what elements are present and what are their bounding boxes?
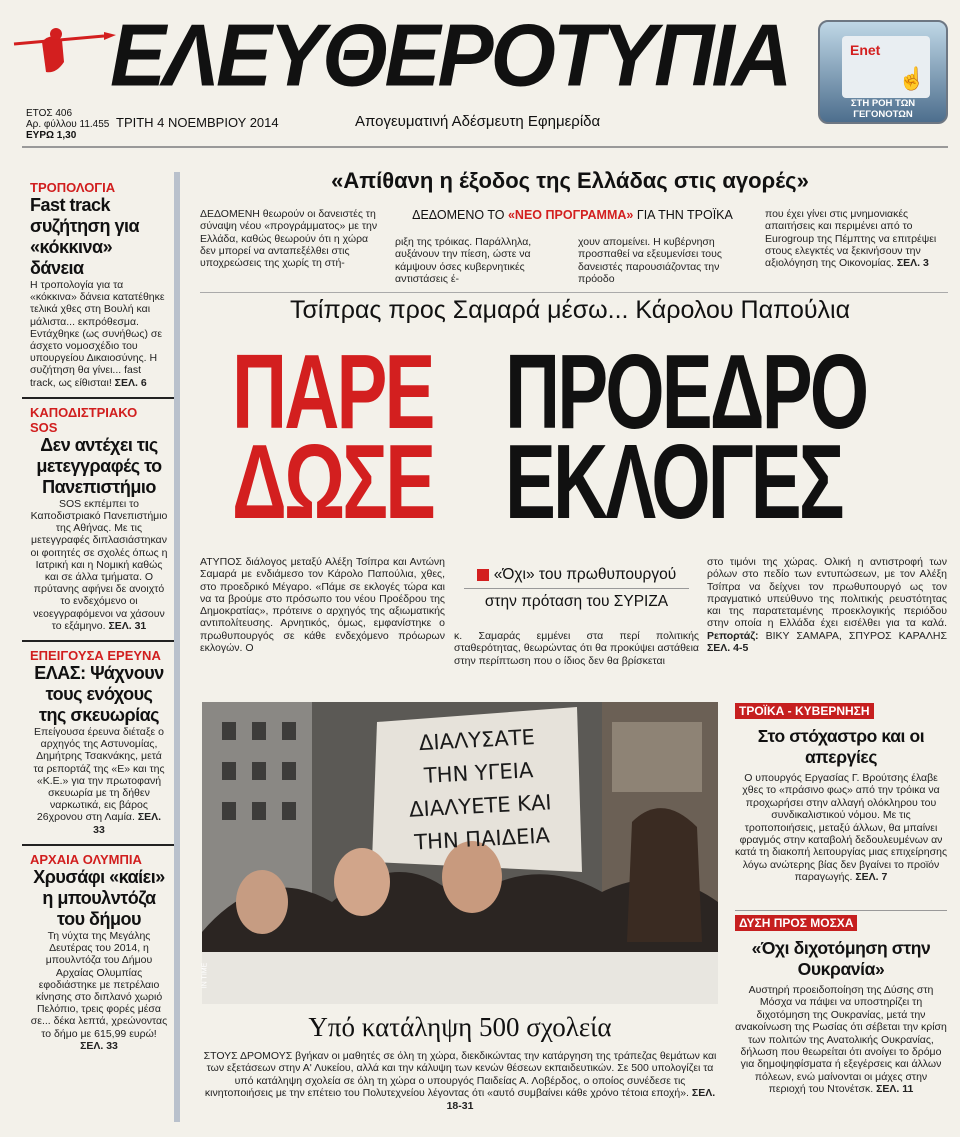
enet-label: Enet xyxy=(850,42,881,58)
spear-figure-icon xyxy=(12,22,122,82)
sidebar-headline: Δεν αντέχει τις μετεγγραφές το Πανεπιστήμιο xyxy=(36,434,162,497)
sidebar-kicker: ΕΠΕΙΓΟΥΣΑ ΕΡΕΥΝΑ xyxy=(30,648,161,664)
page-ref: ΣΕΛ. 7 xyxy=(855,871,888,884)
enet-caption: ΣΤΗ ΡΟΗ ΤΩΝ ΓΕΓΟΝΟΤΩΝ xyxy=(850,98,916,120)
masthead-price: ΕΥΡΩ 1,30 xyxy=(26,130,77,141)
masthead-logo-figure xyxy=(12,22,122,82)
protest-banner: ΔΙΑΛΥΣΑΤΕ ΤΗΝ ΥΓΕΙΑ ΔΙΑΛΥΕΤΕ ΚΑΙ ΤΗΝ ΠΑΙΔΕΙΑ xyxy=(408,725,553,855)
divider xyxy=(735,910,947,911)
lead-subhead-1: «Όχι» του πρωθυπουργού xyxy=(493,566,677,583)
lead-body-1: ΑΤΥΠΟΣ διάλογος μεταξύ Αλέξη Τσίπρα και Αντώνη Σαμαρά με ενδιάμεσο τον Κάρολο Παπούλια, χθες, στο προεδρικό Μέγαρο. «Πάμε σε εκλογές τώρα και να τα βρούμε στο πρόσωπο του νέου Προέδρου της Δημοκρατίας», πρότεινε ο αρχηγός της αξιωματικής αντιπολίτευσης. Αρνητικός, όμως, εμφανίστηκε ο πρωθυπουργός σε κάθε ενδεχόμενο πρόωρων εκλογών. Ο xyxy=(200,556,445,655)
divider xyxy=(22,640,174,642)
masthead-date: ΤΡΙΤΗ 4 ΝΟΕΜΒΡΙΟΥ 2014 xyxy=(116,115,279,130)
sidebar-story-3[interactable] xyxy=(22,646,174,840)
masthead-rule xyxy=(22,146,948,148)
divider xyxy=(22,844,174,846)
top-story-col3: χουν απομείνει. Η κυβέρνηση προσπαθεί να εξευμενίσει τους δανειστές παρουσιάζοντας την πρόοδο xyxy=(578,236,722,285)
right-story-2[interactable] xyxy=(735,914,947,1096)
sidebar-body: Τη νύχτα της Μεγάλης Δευτέρας του 2014, η μπουλντόζα του Δήμου Αρχαίας Ολυμπίας εφοδιάστηκε με πετρέλαιο κίνησης στο διπλανό χωριό Πελόπιο, τρεις φορές μέσα σε... δέκα λεπτά, χρεώνοντας το δήμο με 615,99 ευρώ! ΣΕΛ. 33 xyxy=(30,929,168,1052)
masthead-issue: Αρ. φύλλου 11.455 xyxy=(26,119,110,130)
sidebar-headline: Χρυσάφι «καίει» η μπουλντόζα του δήμου xyxy=(33,866,165,929)
lead-kicker: Τσίπρας προς Σαμαρά μέσω... Κάρολου Παπούλια xyxy=(289,296,851,324)
sidebar xyxy=(22,172,180,1122)
right-body: Αυστηρή προειδοποίηση της Δύσης στη Μόσχα να πάψει να υποστηρίζει τη διχοτόμηση της Ουκρανίας, μετά την ανακοίνωση της Ρωσίας ότι σέβεται την κρίση των πολιτών της Ανατολικής Ουκρανίας, δήλωση που θεωρείται ότι ανοίγει το δρόμο για δημοψηφίσματα ή εξεγέρσεις και άλλων πόλεων, ενώ μαίνονται οι μάχες στην περιοχή του Ντονέτσκ. ΣΕΛ. 11 xyxy=(735,984,947,1096)
top-story-col1: ΔΕΔΟΜΕΝΗ θεωρούν οι δανειστές τη σύναψη νέου «προγράμματος» με την Ελλάδα, καθώς θεωρούν ότι η χώρα δεν μπορεί να ανταπεξέλθει στις υποχρεώσεις της χωρίς τη στή- xyxy=(200,208,378,270)
lead-headline-red-1[interactable]: ΠΑΡΕ xyxy=(232,333,433,451)
page-ref: ΣΕΛ. 18-31 xyxy=(446,1087,716,1112)
enet-promo[interactable] xyxy=(818,20,948,124)
sidebar-body: Επείγουσα έρευνα διέταξε ο αρχηγός της Αστυνομίας, Δημήτρης Τσακνάκης, μετά τα ρεπορτάζ της «Ε» και της «Κ.Ε.» για την πρωτοφανή σκευωρία με τη δήθεν ναρκωτικά, εις βάρος 26χρονου στη Λαμία. ΣΕΛ. 33 xyxy=(33,726,165,836)
sidebar-story-1[interactable] xyxy=(22,172,174,393)
sidebar-body: SOS εκπέμπει το Καποδιστριακό Πανεπιστήμιο της Αθήνας. Με τις μετεγγραφές διπλασιάστηκαν οι φοιτητές σε σχολές όπως η Ιατρική και η Νομική καθώς και σε άλλα τμήματα. Ο πρύτανης αφήνει δε ανοιχτό το ενδεχόμενο οι νεοεγγραφόμενοι να χάσουν το εξάμηνο. ΣΕΛ. 31 xyxy=(30,497,168,632)
right-story-1[interactable] xyxy=(735,702,947,884)
lead-headline-red-2[interactable]: ΔΩΣΕ xyxy=(232,423,434,541)
page-ref: ΣΕΛ. 31 xyxy=(108,619,147,632)
top-story-deck: ΔΕΔΟΜΕΝΟ ΤΟ «ΝΕΟ ΠΡΟΓΡΑΜΜΑ» ΓΙΑ ΤΗΝ ΤΡΟΪΚΑ xyxy=(412,208,733,222)
page-ref: ΣΕΛ. 6 xyxy=(114,376,147,389)
sidebar-story-2[interactable] xyxy=(22,403,174,636)
sidebar-headline: ΕΛΑΣ: Ψάχνουν τους ενόχους της σκευωρίας xyxy=(34,663,164,726)
schools-headline[interactable]: Υπό κατάληψη 500 σχολεία xyxy=(308,1012,612,1042)
page-ref: ΣΕΛ. 33 xyxy=(93,811,162,836)
page-ref: ΣΕΛ. 11 xyxy=(876,1083,914,1096)
photo-credit: IN TIME xyxy=(201,962,209,989)
sidebar-kicker: ΑΡΧΑΙΑ ΟΛΥΜΠΙΑ xyxy=(30,851,142,867)
masthead-tagline: Απογευματινή Αδέσμευτη Εφημερίδα xyxy=(355,113,601,130)
masthead-title: ΕΛΕΥΘΕΡΟΤΥΠΙΑ xyxy=(110,5,790,105)
top-story-col4: που έχει γίνει στις μνημονιακές απαιτήσεις και περιμένει από το Eurogroup της Πέμπτης να επιτρέψει στους ελεγκτές να ξεκινήσουν την αξιολόγηση της Οικονομίας. ΣΕΛ. 3 xyxy=(765,208,937,270)
right-kicker: ΤΡΟΪΚΑ - ΚΥΒΕΡΝΗΣΗ xyxy=(735,703,874,719)
right-kicker: ΔΥΣΗ ΠΡΟΣ ΜΟΣΧΑ xyxy=(735,915,857,931)
protest-photo[interactable] xyxy=(202,702,718,1004)
top-story-col2: ριξη της τρόικας. Παράλληλα, αυξάνουν την πίεση, ώστε να κάμψουν όσες κυβερνητικές αντιστάσεις έ- xyxy=(395,236,532,285)
lead-body-2: κ. Σαμαράς εμμένει στα περί πολιτικής σταθερότητας, θεωρώντας ότι θα προκύψει αστάθεια στην περίπτωση που ο ίδιος δεν θα βρίσκεται xyxy=(454,630,699,667)
divider xyxy=(22,397,174,399)
sidebar-body: Η τροπολογία για τα «κόκκινα» δάνεια κατατέθηκε τελικά χθες στη Βουλή και μάλιστα... εκπρόθεσμα. Εντάχθηκε (ως συνήθως) σε άσχετο νομοσχέδιο του υπουργείου Δικαιοσύνης. Η συζήτηση θα γίνει... fast track, ως είθισται! ΣΕΛ. 6 xyxy=(30,279,165,389)
cursor-hand-icon: ☝ xyxy=(898,66,926,91)
page-ref: ΣΕΛ. 3 xyxy=(896,257,929,270)
page-ref: ΣΕΛ. 4-5 xyxy=(707,642,749,655)
lead-subhead-2: στην πρόταση του ΣΥΡΙΖΑ xyxy=(484,593,669,610)
lead-headline-black-2[interactable]: ΕΚΛΟΓΕΣ xyxy=(505,423,842,541)
schools-body: ΣΤΟΥΣ ΔΡΟΜΟΥΣ βγήκαν οι μαθητές σε όλη τη χώρα, διεκδικώντας την κατάργηση της τράπεζας θεμάτων και των εξετάσεων στην Α' Λυκείου, αλλά και την κάλυψη των κενών θέσεων εκπαιδευτικών. Σε 500 υπολογίζει τα υπό κατάληψη σχολεία σε όλη τη χώρα ο υπουργός Παιδείας Α. Λοβέρδος, ο οποίος συνέδεσε τις κινητοποιήσεις με την επέτειο του Πολυτεχνείου λέγοντας ότι «αυτό συμβαίνει κάθε χρόνο τέτοια εποχή». ΣΕΛ. 18-31 xyxy=(203,1050,717,1112)
page-ref: ΣΕΛ. 33 xyxy=(80,1039,118,1052)
sidebar-headline: Fast track συζήτηση για «κόκκινα» δάνεια xyxy=(30,195,140,278)
lead-body-3: στο τιμόνι της χώρας. Ολική η αντιστροφή των ρόλων στο πεδίο των εντυπώσεων, με τον Αλέξη Τσίπρα να δείχνει τον πρωθυπουργό ως τον πραγματικό υπεύθυνο της πολιτικής ρευστότητας και της παρατεταμένης προεκλογικής περιόδου στην οποία η Ελλάδα έχει εισέλθει για τα καλά. Ρεπορτάζ: ΒΙΚΥ ΣΑΜΑΡΑ, ΣΠΥΡΟΣ ΚΑΡΑΛΗΣ ΣΕΛ. 4-5 xyxy=(707,556,947,655)
right-body: Ο υπουργός Εργασίας Γ. Βρούτσης έλαβε χθες το «πράσινο φως» από την τρόικα να προχωρήσει στην αλλαγή ολόκληρου του συνδικαλιστικού νόμου. Με τις τροποποιήσεις, μεταξύ άλλων, θα μπαίνει φραγμός στην καταβολή δεδουλευμένων αν κατά τη διακοπή λειτουργίας μιας επιχείρησης λόγω ανώτερης βίας δεν βγαίνει το προϊόν παραγωγής. ΣΕΛ. 7 xyxy=(735,772,947,884)
red-square-icon xyxy=(477,569,489,581)
sidebar-kicker: ΤΡΟΠΟΛΟΓΙΑ xyxy=(30,180,116,195)
top-story-headline[interactable]: «Απίθανη η έξοδος της Ελλάδας στις αγορές» xyxy=(331,168,809,193)
lead-headline-black-1[interactable]: ΠΡΟΕΔΡΟ xyxy=(505,333,867,451)
divider xyxy=(200,292,948,293)
right-headline: «Όχι διχοτόμηση στην Ουκρανία» xyxy=(751,938,931,979)
lead-subhead xyxy=(454,566,699,622)
masthead-year: ΕΤΟΣ 406 xyxy=(26,108,73,119)
sidebar-kicker: ΚΑΠΟΔΙΣΤΡΙΑΚΟ SOS xyxy=(30,404,138,435)
right-headline: Στο στόχαστρο και οι απεργίες xyxy=(757,726,925,767)
sidebar-story-4[interactable] xyxy=(22,850,174,1056)
